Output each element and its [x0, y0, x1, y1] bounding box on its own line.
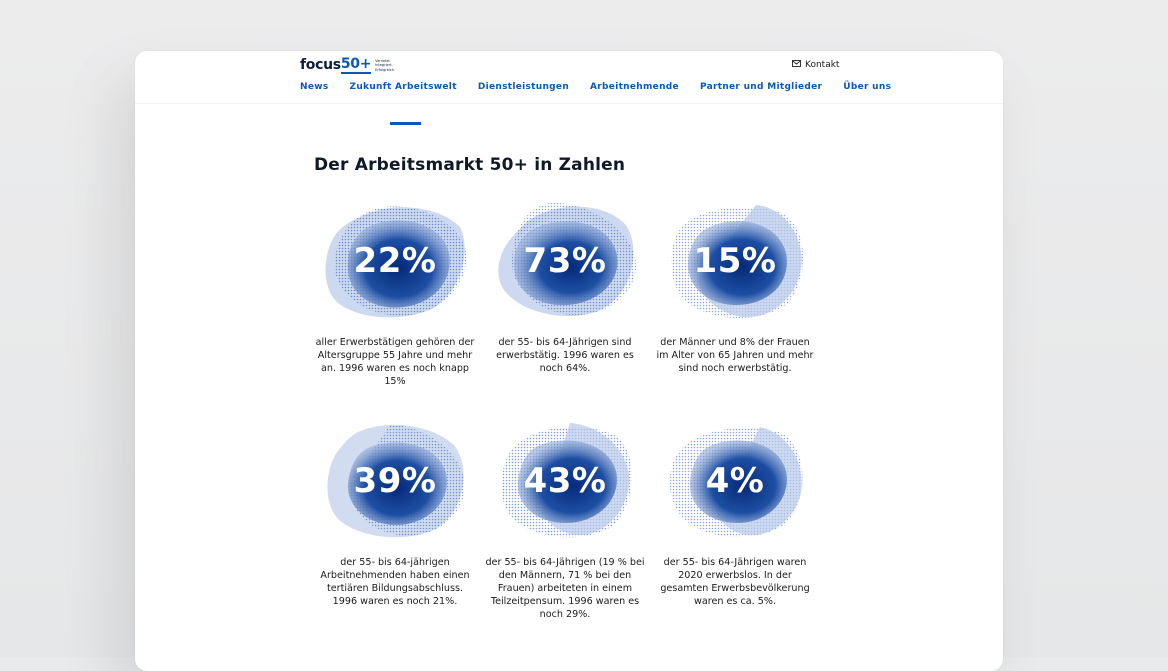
stat-description: der Männer und 8% der Frauen im Alter von 65 Jahren und mehr sind noch erwerbstätig.	[656, 337, 814, 374]
nav-item-arbeitnehmende[interactable]: Arbeitnehmende	[590, 82, 679, 92]
nav-item-news[interactable]: News	[300, 82, 329, 92]
nav-item-partner-und-mitglieder[interactable]: Partner und Mitglieder	[699, 82, 823, 92]
stat-value: 4%	[705, 461, 765, 501]
stat-blob	[320, 419, 470, 543]
site-logo[interactable]	[300, 57, 395, 74]
stat-card	[490, 199, 640, 374]
stat-blob	[660, 419, 810, 543]
stat-blob	[320, 199, 470, 323]
mail-icon	[792, 60, 801, 70]
stat-value: 22%	[353, 241, 437, 281]
contact-link[interactable]	[792, 60, 839, 70]
stat-value: 73%	[523, 241, 607, 281]
main-navigation	[300, 82, 891, 92]
stat-description: der 55- bis 64-Jährigen waren 2020 erwerbslos. In der gesamten Erwerbsbevölkerung waren es ca. 5%.	[660, 557, 810, 607]
stat-blob	[660, 199, 810, 323]
page-title: Der Arbeitsmarkt 50+ in Zahlen	[314, 155, 626, 175]
nav-item-ueber-uns[interactable]: Über uns	[843, 82, 892, 92]
stat-value: 15%	[693, 241, 777, 281]
contact-label: Kontakt	[805, 60, 840, 70]
stat-value: 43%	[523, 461, 607, 501]
stat-card	[656, 199, 814, 374]
stat-value: 39%	[353, 461, 437, 501]
stat-description: der 55- bis 64-jährigen Arbeitnehmenden haben einen tertiären Bildungsabschluss. 1996 waren es noch 21%.	[320, 557, 470, 607]
stat-card	[320, 419, 470, 607]
site-header	[135, 51, 1003, 104]
section-accent-bar	[390, 122, 421, 125]
stat-card	[315, 199, 475, 387]
stat-description: der 55- bis 64-Jährigen (19 % bei den Männern, 71 % bei den Frauen) arbeiteten in einem Teilzeitpensum. 1996 waren es noch 29%.	[485, 557, 645, 620]
browser-page	[135, 51, 1003, 671]
logo-tagline: Vernetzt. Integriert. Erfolgreich.	[375, 59, 396, 72]
nav-item-zukunft-arbeitswelt[interactable]: Zukunft Arbeitswelt	[349, 82, 457, 92]
logo-brand: focus	[300, 57, 341, 73]
stat-card	[660, 419, 810, 607]
stat-card	[485, 419, 645, 620]
stat-description: der 55- bis 64-Jährigen sind erwerbstätig. 1996 waren es noch 64%.	[496, 337, 634, 374]
stat-description: aller Erwerbstätigen gehören der Altersgruppe 55 Jahre und mehr an. 1996 waren es noch knapp 15%	[315, 337, 475, 387]
logo-number: 50+	[340, 56, 372, 72]
stat-blob	[490, 199, 640, 323]
stat-blob	[490, 419, 640, 543]
nav-item-dienstleistungen[interactable]: Dienstleistungen	[477, 82, 570, 92]
